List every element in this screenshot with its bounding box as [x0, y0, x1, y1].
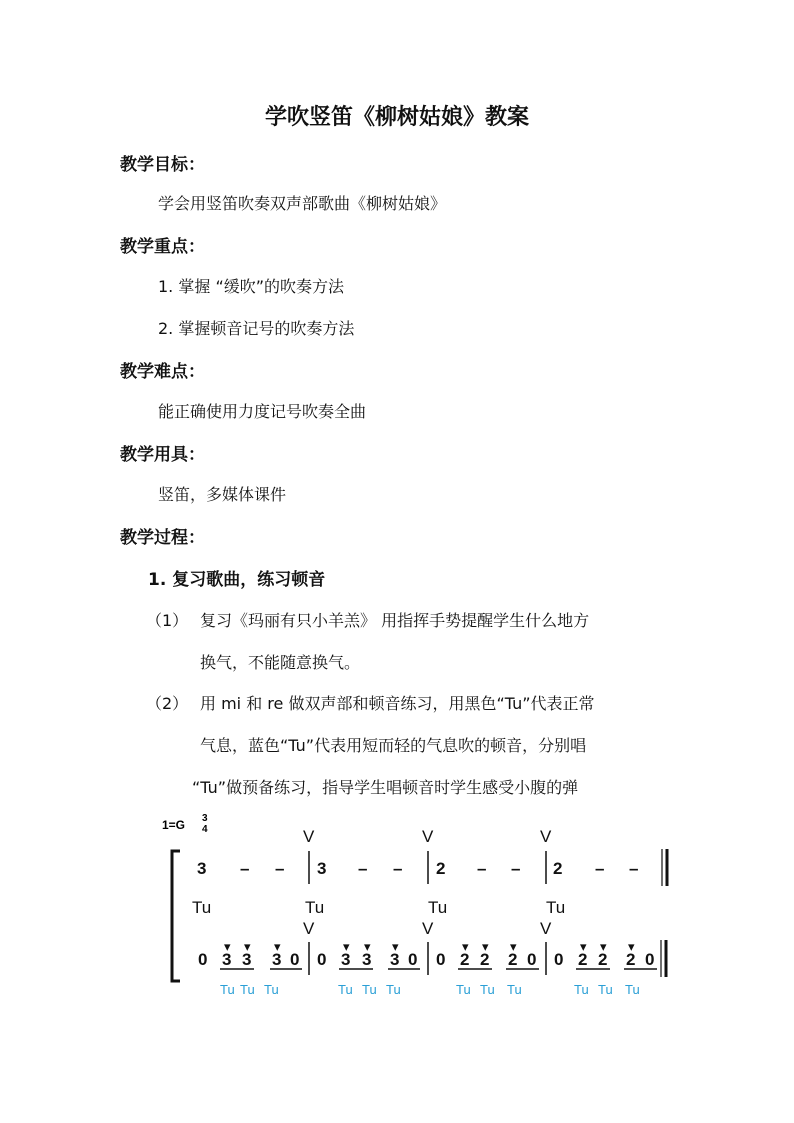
lower-syllable: Tu [507, 982, 522, 997]
staccato-mark: ▾ [244, 939, 251, 954]
difficulties-text: 能正确使用力度记号吹奏全曲 [158, 402, 367, 421]
staccato-mark: ▾ [628, 939, 635, 954]
staccato-mark: ▾ [510, 939, 517, 954]
lower-syllable: Tu [480, 982, 495, 997]
lower-note: 3 [362, 950, 372, 969]
process-heading: 教学过程： [120, 528, 205, 548]
staccato-mark: ▾ [274, 939, 281, 954]
breath-mark: V [422, 919, 434, 938]
staccato-mark: ▾ [580, 939, 587, 954]
lower-note: 3 [222, 950, 232, 969]
tools-text: 竖笛，多媒体课件 [158, 485, 287, 504]
staccato-mark: ▾ [343, 939, 350, 954]
upper-syllable: Tu [192, 898, 212, 917]
lower-syllable: Tu [625, 982, 640, 997]
time-signature-top: 3 [202, 813, 208, 824]
time-signature-bottom: 4 [202, 824, 208, 835]
lower-note: 0 [198, 950, 208, 969]
lower-note: 3 [341, 950, 351, 969]
lower-note: 0 [645, 950, 655, 969]
item2-line: “Tu”做预备练习，指导学生唱顿音时学生感受小腹的弹 [192, 778, 579, 797]
lower-syllable: Tu [362, 982, 377, 997]
step1-title: 1. 复习歌曲，练习顿音 [148, 570, 326, 590]
upper-note: 3 [197, 859, 207, 878]
upper-note: – [629, 859, 639, 878]
breath-mark: V [303, 919, 315, 938]
staccato-mark: ▾ [392, 939, 399, 954]
upper-note: – [393, 859, 403, 878]
lower-syllable: Tu [456, 982, 471, 997]
lower-syllable: Tu [220, 982, 235, 997]
breath-mark: V [540, 919, 552, 938]
lower-note: 3 [242, 950, 252, 969]
upper-syllable: Tu [546, 898, 566, 917]
key-signature: 1=G [162, 818, 186, 832]
lower-note: 0 [527, 950, 537, 969]
upper-note: – [477, 859, 487, 878]
lower-note: 3 [390, 950, 400, 969]
upper-note: – [511, 859, 521, 878]
upper-syllable: Tu [428, 898, 448, 917]
staccato-mark: ▾ [482, 939, 489, 954]
lower-note: 2 [480, 950, 490, 969]
key-point-item: 2. 掌握顿音记号的吹奏方法 [158, 319, 355, 338]
staccato-mark: ▾ [462, 939, 469, 954]
breath-mark: V [422, 827, 434, 846]
difficulties-heading: 教学难点： [120, 362, 205, 382]
lower-syllable: Tu [240, 982, 255, 997]
upper-note: 3 [317, 859, 327, 878]
goals-heading: 教学目标： [120, 155, 205, 175]
item2-line: 用 mi 和 re 做双声部和顿音练习，用黑色“Tu”代表正常 [200, 694, 595, 713]
lower-note: 2 [598, 950, 608, 969]
upper-note: – [595, 859, 605, 878]
item1-line: 换气，不能随意换气。 [200, 653, 361, 672]
upper-note: 2 [436, 859, 446, 878]
lower-note: 2 [460, 950, 470, 969]
staccato-mark: ▾ [364, 939, 371, 954]
upper-syllable: Tu [305, 898, 325, 917]
page-title: 学吹竖笛《柳树姑娘》教案 [264, 104, 529, 130]
lower-note: 0 [290, 950, 300, 969]
lower-note: 2 [626, 950, 636, 969]
lower-note: 0 [436, 950, 446, 969]
lower-note: 2 [578, 950, 588, 969]
lower-note: 2 [508, 950, 518, 969]
key-point-item: 1. 掌握 “缓吹”的吹奏方法 [158, 277, 345, 296]
item2-number: （2） [146, 694, 189, 713]
upper-note: – [240, 859, 250, 878]
upper-note: – [275, 859, 285, 878]
lower-syllable: Tu [264, 982, 279, 997]
staccato-mark: ▾ [224, 939, 231, 954]
upper-note: – [358, 859, 368, 878]
key-points-heading: 教学重点： [120, 237, 205, 257]
breath-mark: V [540, 827, 552, 846]
lower-note: 0 [408, 950, 418, 969]
upper-note: 2 [553, 859, 563, 878]
lower-note: 0 [317, 950, 327, 969]
goals-text: 学会用竖笛吹奏双声部歌曲《柳树姑娘》 [158, 194, 447, 213]
lower-note: 3 [272, 950, 282, 969]
staccato-marks [224, 939, 635, 954]
item2-line: 气息，蓝色“Tu”代表用短而轻的气息吹的顿音，分别唱 [200, 736, 587, 755]
lower-syllable: Tu [598, 982, 613, 997]
lower-note: 0 [554, 950, 564, 969]
system-bracket [172, 851, 180, 981]
item1-number: （1） [146, 611, 189, 630]
lower-syllable: Tu [338, 982, 353, 997]
item1-line: 复习《玛丽有只小羊羔》 用指挥手势提醒学生什么地方 [200, 611, 590, 630]
lower-syllable: Tu [574, 982, 589, 997]
staccato-mark: ▾ [600, 939, 607, 954]
tools-heading: 教学用具： [120, 445, 205, 465]
breath-mark: V [303, 827, 315, 846]
lower-syllable: Tu [386, 982, 401, 997]
